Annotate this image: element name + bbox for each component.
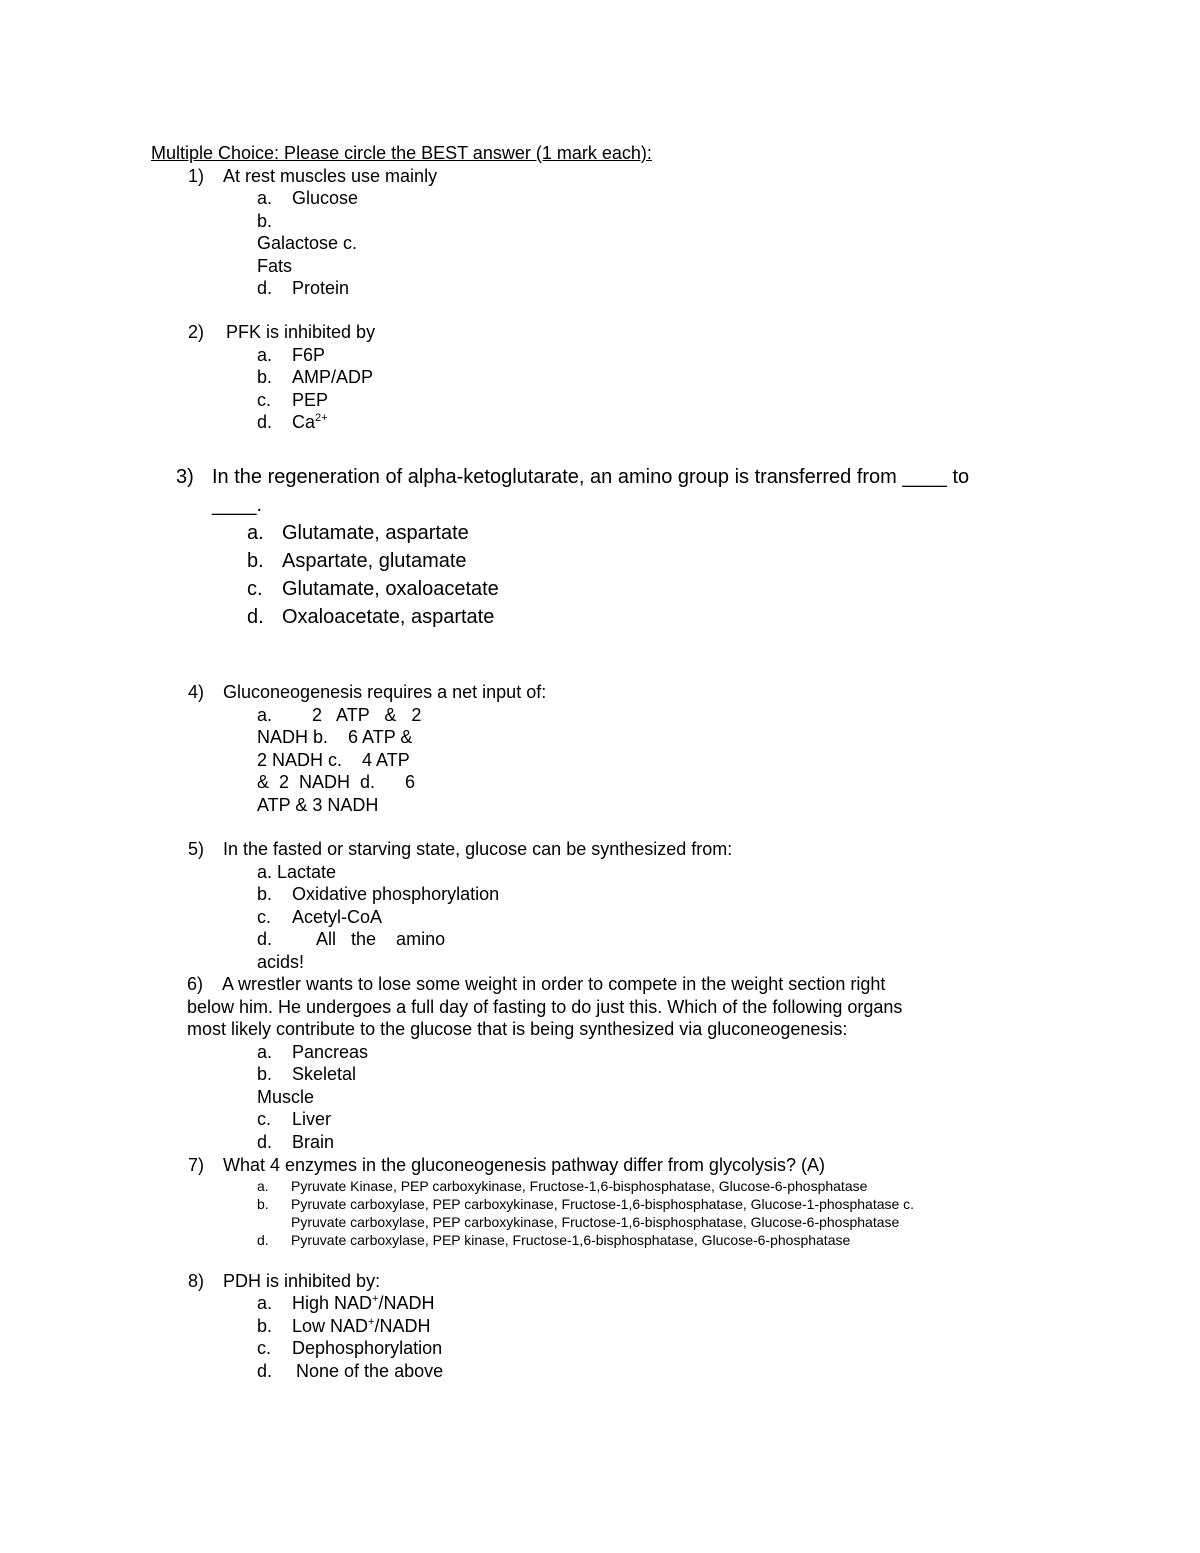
option-letter: c. bbox=[257, 1338, 272, 1358]
option-text: F6P bbox=[292, 345, 326, 365]
question-number: 3) bbox=[176, 466, 194, 488]
option-letter: b. bbox=[257, 1196, 269, 1212]
superscript: + bbox=[368, 1316, 375, 1328]
option-text: Fats bbox=[257, 256, 293, 276]
option-letter: d. bbox=[257, 1361, 273, 1381]
question-text: What 4 enzymes in the gluconeogenesis pathway differ from glycolysis? (A) bbox=[223, 1155, 825, 1175]
question-text: most likely contribute to the glucose that is being synthesized via gluconeogenesis: bbox=[187, 1019, 848, 1039]
question-text: below him. He undergoes a full day of fasting to do just this. Which of the following organs bbox=[187, 997, 903, 1017]
option-letter: a. bbox=[257, 1178, 269, 1194]
option-text-base: Ca bbox=[292, 412, 316, 432]
option-text: 2 NADH c. 4 ATP bbox=[257, 750, 410, 770]
option-letter: a. bbox=[257, 188, 273, 208]
question-text: Gluconeogenesis requires a net input of: bbox=[223, 682, 547, 702]
option-text: Oxidative phosphorylation bbox=[292, 884, 500, 904]
option-letter: d. bbox=[257, 412, 273, 432]
question-number: 5) bbox=[188, 839, 205, 859]
option-text: Protein bbox=[292, 278, 350, 298]
option-letter: c. bbox=[257, 1109, 272, 1129]
option-text: acids! bbox=[257, 952, 305, 972]
option-text: ATP & 3 NADH bbox=[257, 795, 379, 815]
question-text: In the fasted or starving state, glucose can be synthesized from: bbox=[223, 839, 733, 859]
option-text: Glucose bbox=[292, 188, 359, 208]
superscript: + bbox=[372, 1293, 379, 1305]
question-text-continued: ____. bbox=[212, 494, 263, 516]
option-text-base: High NAD bbox=[292, 1293, 373, 1313]
option-letter: b. bbox=[257, 884, 273, 904]
option-text: Glutamate, aspartate bbox=[282, 522, 469, 544]
option-text: Skeletal bbox=[292, 1064, 357, 1084]
superscript: 2+ bbox=[315, 412, 328, 424]
option-text: a. Lactate bbox=[257, 862, 337, 882]
option-text: Liver bbox=[292, 1109, 332, 1129]
option-text: Glutamate, oxaloacetate bbox=[282, 578, 499, 600]
option-letter: c. bbox=[257, 907, 272, 927]
option-letter: a. bbox=[257, 1042, 273, 1062]
option-letter: d. bbox=[257, 1132, 273, 1152]
option-text bbox=[292, 1292, 434, 1314]
option-text: Galactose c. bbox=[257, 233, 358, 253]
option-text: Brain bbox=[292, 1132, 335, 1152]
question-number: 8) bbox=[188, 1271, 205, 1291]
question-text: At rest muscles use mainly bbox=[223, 166, 438, 186]
option-letter: c. bbox=[247, 578, 263, 600]
option-letter: b. bbox=[257, 1064, 273, 1084]
question-number: 4) bbox=[188, 682, 205, 702]
option-text: d. All the amino bbox=[257, 929, 446, 949]
option-text: NADH b. 6 ATP & bbox=[257, 727, 413, 747]
option-letter: b. bbox=[257, 367, 273, 387]
option-text: Dephosphorylation bbox=[292, 1338, 443, 1358]
option-letter: d. bbox=[257, 278, 273, 298]
option-text: Pyruvate carboxylase, PEP carboxykinase, Fructose-1,6-bisphosphatase, Glucose-6-phosphatase bbox=[291, 1214, 900, 1230]
option-text: a. 2 ATP & 2 bbox=[257, 705, 422, 725]
question-text: PFK is inhibited by bbox=[226, 322, 376, 342]
option-letter: a. bbox=[257, 1293, 273, 1313]
option-text: Pyruvate carboxylase, PEP kinase, Fructose-1,6-bisphosphatase, Glucose-6-phosphatase bbox=[291, 1232, 851, 1248]
question-number: 7) bbox=[188, 1155, 205, 1175]
option-letter: b. bbox=[257, 1316, 273, 1336]
option-letter: c. bbox=[257, 390, 272, 410]
option-text: Pyruvate Kinase, PEP carboxykinase, Fructose-1,6-bisphosphatase, Glucose-6-phosphatase bbox=[291, 1178, 868, 1194]
question-text: PDH is inhibited by: bbox=[223, 1271, 381, 1291]
option-text: Pancreas bbox=[292, 1042, 369, 1062]
question-number: 2) bbox=[188, 322, 205, 342]
option-text: Muscle bbox=[257, 1087, 315, 1107]
option-text: Aspartate, glutamate bbox=[282, 550, 467, 572]
option-text: PEP bbox=[292, 390, 329, 410]
section-heading: Multiple Choice: Please circle the BEST answer (1 mark each): bbox=[151, 143, 652, 163]
option-letter: d. bbox=[257, 1232, 269, 1248]
option-text bbox=[292, 1315, 430, 1337]
option-letter: b. bbox=[257, 211, 273, 231]
question-text: In the regeneration of alpha-ketoglutarate, an amino group is transferred from ____ to bbox=[212, 466, 970, 488]
option-text: None of the above bbox=[296, 1361, 444, 1381]
option-letter: d. bbox=[247, 606, 264, 628]
question-number: 1) bbox=[188, 166, 205, 186]
option-text: Acetyl-CoA bbox=[292, 907, 383, 927]
option-text: Oxaloacetate, aspartate bbox=[282, 606, 495, 628]
option-text-tail: /NADH bbox=[378, 1293, 435, 1313]
question-text: 6) A wrestler wants to lose some weight in order to compete in the weight section right bbox=[187, 974, 886, 994]
option-text-base: Low NAD bbox=[292, 1316, 369, 1336]
option-letter: a. bbox=[257, 345, 273, 365]
option-text: AMP/ADP bbox=[292, 367, 374, 387]
option-text: Pyruvate carboxylase, PEP carboxykinase, Fructose-1,6-bisphosphatase, Glucose-1-phosphatase c. bbox=[291, 1196, 915, 1212]
option-letter: b. bbox=[247, 550, 264, 572]
option-text-tail: /NADH bbox=[374, 1316, 431, 1336]
option-letter: a. bbox=[247, 522, 264, 544]
option-text: & 2 NADH d. 6 bbox=[257, 772, 416, 792]
option-text bbox=[292, 411, 328, 433]
